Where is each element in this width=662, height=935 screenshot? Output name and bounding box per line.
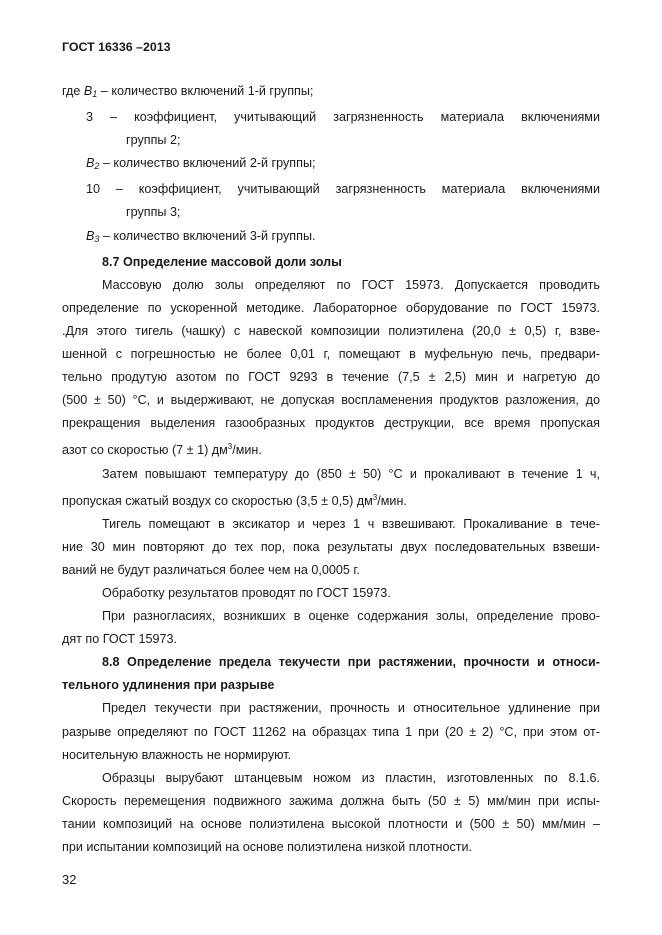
page-number: 32	[62, 872, 77, 887]
s87-p5-line: дят по ГОСТ 15973.	[62, 632, 178, 647]
section-8-8-heading-cont: тельного удлинения при разрыве	[62, 678, 275, 693]
section-8-7-heading: 8.7 Определение массовой доли золы	[102, 254, 342, 269]
s87-p4-line: Обработку результатов проводят по ГОСТ 15973.	[102, 585, 391, 600]
var-b2: B	[86, 156, 95, 171]
s87-p3-line: ваний не будут различаться более чем на 0,0005 г.	[62, 562, 360, 577]
s87-p1-last-line: азот со скоростью (7 ± 1) $дм^3$/мин.	[62, 442, 262, 458]
s88-p2-line: при испытании композиций на основе полиэтилена низкой плотности.	[62, 840, 473, 854]
var-b1: B	[83, 84, 93, 98]
document-body	[62, 80, 600, 859]
def-b2-line: $B_2$ – количество включений 2-й группы;	[86, 156, 316, 172]
var-b3: B	[86, 228, 95, 243]
s88-p2-line: Образцы вырубают штанцевым ножом из пластин, изготовленных по 8.1.6.	[102, 770, 600, 785]
s87-p3-line: Тигель помещают в эксикатор и через 1 ч взвешивают. Прокаливание в тече-	[102, 516, 600, 531]
def-coef-10-line: 10 – коэффициент, учитывающий загрязненность материала включениями	[86, 182, 600, 197]
s87-p2-line: Затем повышают температуру до (850 ± 50) °С и прокаливают в течение 1 ч,	[102, 466, 600, 481]
page-header: ГОСТ 16336 –2013	[62, 40, 171, 54]
def-coef-3-cont: группы 2;	[126, 133, 181, 148]
s87-p1-line: прекращения выделения газообразных продуктов деструкции, все время пропуская	[62, 416, 600, 431]
section-8-8-heading: 8.8 Определение предела текучести при растяжении, прочности и относи-	[102, 655, 600, 670]
def-coef-10-cont: группы 3;	[126, 205, 181, 220]
s88-p1-line: разрыве определяют по ГОСТ 11262 на образцах типа 1 при (20 ± 2) °С, при этом от-	[62, 724, 600, 739]
s87-p1-line: (500 ± 50) °С, и выдерживают, не допуская воспламенения продуктов разложения, до	[62, 393, 600, 408]
s88-p1-line: Предел текучести при растяжении, прочность и относительное удлинение при	[102, 701, 600, 716]
s87-p1-line: .Для этого тигель (чашку) с навеской композиции полиэтилена (20,0 ± 0,5) г, взве-	[62, 323, 600, 338]
s88-p1-line: носительную влажность не нормируют.	[62, 747, 292, 762]
def-coef-3-line: 3 – коэффициент, учитывающий загрязненность материала включениями	[86, 110, 600, 125]
s87-p1-line: тельно продутую азотом по ГОСТ 9293 в течение (7,5 ± 2,5) мин и нагретую до	[62, 370, 600, 385]
def-b3-line: $B_3$ – количество включений 3-й группы.	[86, 228, 316, 244]
s87-p5-line: При разногласиях, возникших в оценке содержания золы, определение прово-	[102, 609, 600, 624]
s87-p1-line: шенной с погрешностью не более 0,01 г, помещают в муфельную печь, предвари-	[62, 347, 600, 362]
s87-p3-line: ние 30 мин повторяют до тех пор, пока результаты двух последовательных взвеши-	[62, 539, 600, 554]
s87-p2-last-line: пропуская сжатый воздух со скоростью (3,5 ± 0,5) $дм^3$/мин.	[62, 492, 407, 508]
s87-p1-line: определение по ускоренной методике. Лабораторное оборудование по ГОСТ 15973.	[62, 300, 600, 315]
s88-p2-line: Скорость перемещения подвижного зажима должна быть (50 ± 5) мм/мин при испы-	[62, 793, 600, 808]
s88-p2-line: тании композиций на основе полиэтилена высокой плотности и (500 ± 50) мм/мин –	[62, 816, 600, 831]
def-b1-line: где $B_1$ – количество включений 1-й группы;	[62, 84, 314, 99]
s87-p1-line: Массовую долю золы определяют по ГОСТ 15973. Допускается проводить	[102, 277, 600, 292]
